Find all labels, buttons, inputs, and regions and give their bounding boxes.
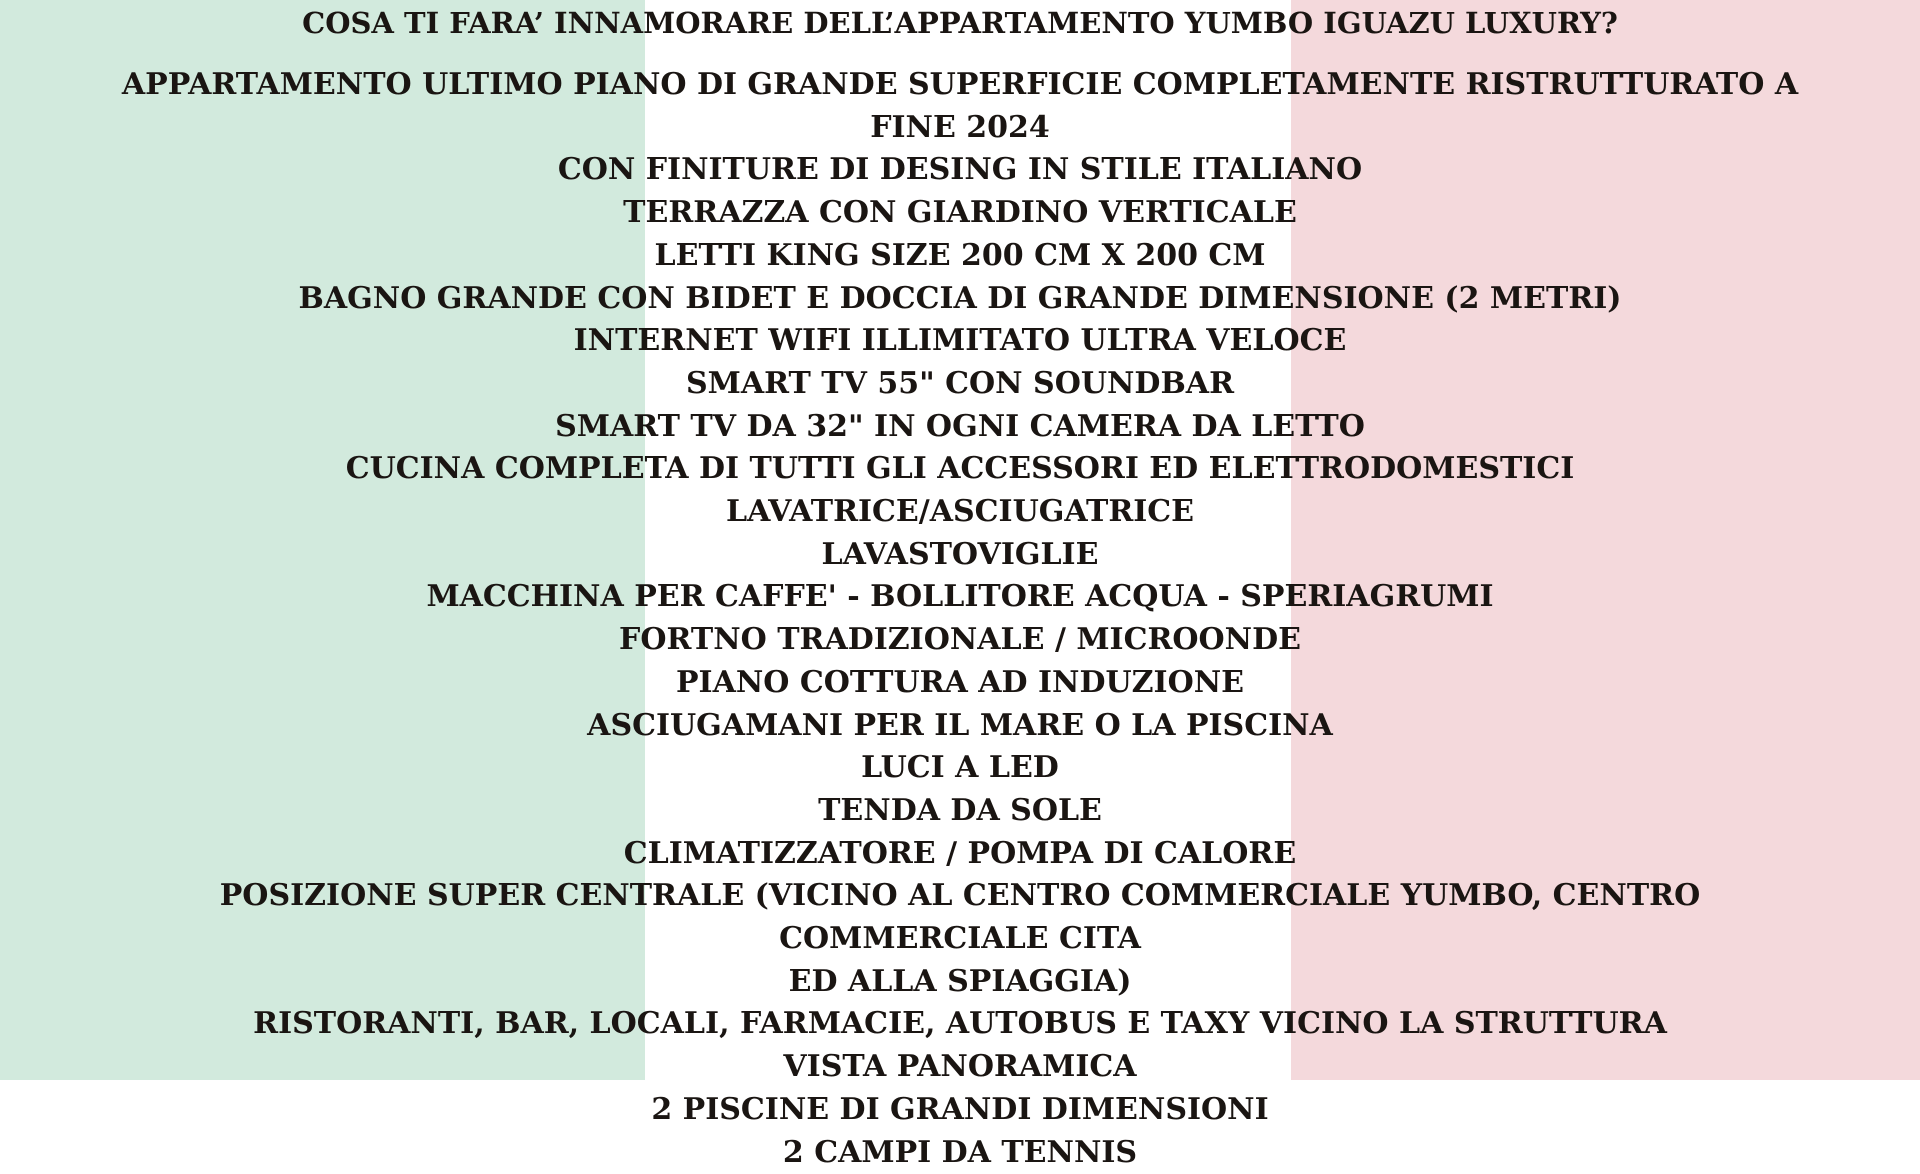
page-title: COSA TI FARA’ INNAMORARE DELL’APPARTAMENTO YUMBO IGUAZU LUXURY? [302, 6, 1618, 40]
feature-item: PIANO COTTURA AD INDUZIONE [676, 664, 1244, 700]
feature-item: FORTNO TRADIZIONALE / MICROONDE [619, 622, 1301, 658]
feature-item: 2 CAMPI DA TENNIS [782, 1134, 1138, 1170]
feature-item: ED ALLA SPIAGGIA) [788, 963, 1132, 999]
feature-item: LAVATRICE/ASCIUGATRICE [725, 494, 1195, 530]
feature-item: VISTA PANORAMICA [783, 1049, 1137, 1085]
feature-item: LUCI A LED [861, 750, 1059, 786]
feature-item: LAVASTOVIGLIE [821, 536, 1099, 572]
feature-item: CLIMATIZZATORE / POMPA DI CALORE [623, 835, 1297, 871]
feature-item: LETTI KING SIZE 200 CM X 200 CM [654, 237, 1266, 273]
feature-item: CUCINA COMPLETA DI TUTTI GLI ACCESSORI ED ELETTRODOMESTICI [345, 451, 1575, 487]
feature-item: BAGNO GRANDE CON BIDET E DOCCIA DI GRANDE DIMENSIONE (2 METRI) [298, 280, 1622, 316]
feature-item: ASCIUGAMANI PER IL MARE O LA PISCINA [587, 707, 1333, 743]
feature-item: POSIZIONE SUPER CENTRALE (VICINO AL CENTRO COMMERCIALE YUMBO, CENTRO COMMERCIALE CITA [219, 878, 1701, 957]
feature-item: TERRAZZA CON GIARDINO VERTICALE [623, 195, 1297, 231]
feature-list [110, 64, 1810, 1174]
feature-item: INTERNET WIFI ILLIMITATO ULTRA VELOCE [573, 323, 1347, 359]
feature-item: 2 PISCINE DI GRANDI DIMENSIONI [651, 1091, 1269, 1127]
feature-item: SMART TV 55" CON SOUNDBAR [685, 365, 1235, 401]
feature-item: SMART TV DA 32" IN OGNI CAMERA DA LETTO [555, 408, 1365, 444]
feature-item: MACCHINA PER CAFFE' - BOLLITORE ACQUA - SPERIAGRUMI [426, 579, 1494, 615]
feature-item: CON FINITURE DI DESING IN STILE ITALIANO [557, 152, 1363, 188]
feature-item: APPARTAMENTO ULTIMO PIANO DI GRANDE SUPERFICIE COMPLETAMENTE RISTRUTTURATO A FINE 2024 [121, 67, 1799, 145]
feature-item: TENDA DA SOLE [818, 792, 1102, 828]
feature-item: RISTORANTI, BAR, LOCALI, FARMACIE, AUTOBUS E TAXY VICINO LA STRUTTURA [253, 1006, 1667, 1042]
